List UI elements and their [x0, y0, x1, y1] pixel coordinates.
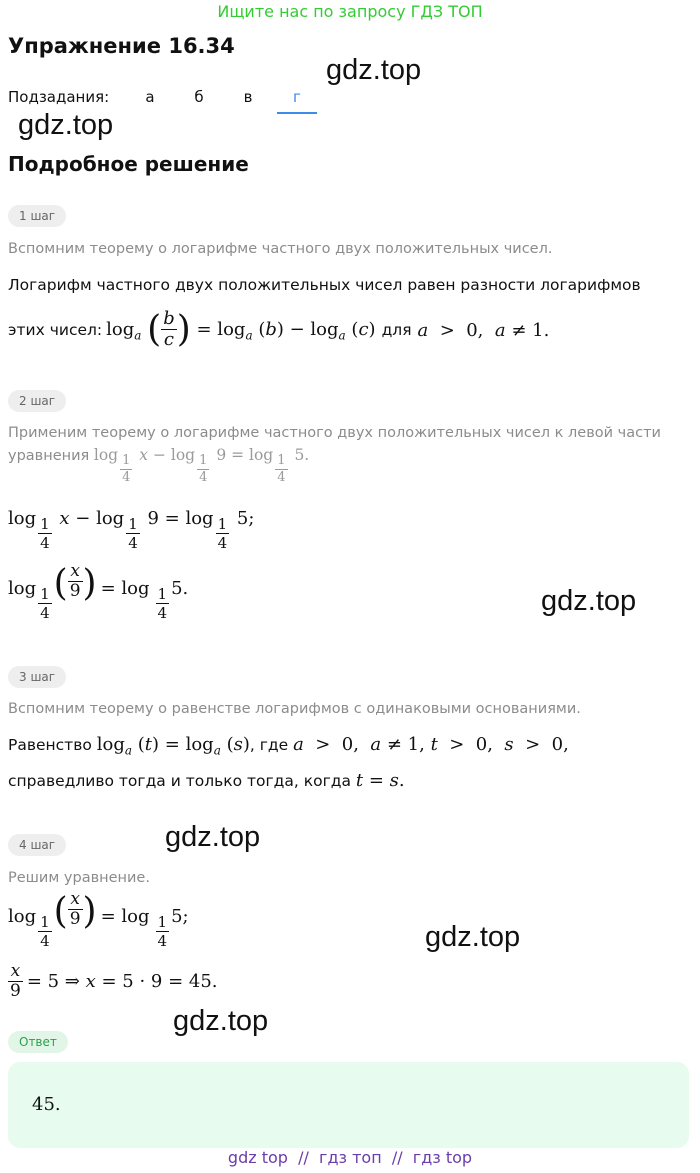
- step-formula: [8, 304, 549, 356]
- watermark: gdz.top: [425, 921, 521, 953]
- formula: t = s.: [355, 770, 405, 791]
- step-badge: 2 шаг: [8, 390, 66, 412]
- formula: log $\frac{1}{4}$ ( $\frac{x}{9}$ ) = log $\frac{1}{4}$ 5.: [8, 561, 189, 623]
- search-banner[interactable]: Ищите нас по запросу ГДЗ ТОП: [217, 2, 483, 21]
- formula: log $\frac{1}{4}$ x − log $\frac{1}{4}$ 9 = log $\frac{1}{4}$ 5.: [93, 446, 310, 485]
- step-formula: [8, 734, 569, 758]
- formula: log $\frac{1}{4}$ x − log $\frac{1}{4}$ 9 = log $\frac{1}{4}$ 5;: [8, 508, 255, 553]
- step-badge: 4 шаг: [8, 834, 66, 856]
- formula-condition: a > 0, a ≠ 1.: [417, 319, 550, 341]
- answer-value: 45.: [32, 1094, 61, 1115]
- tab-v[interactable]: в: [243, 88, 253, 106]
- subtasks-label: Подзадания:: [8, 88, 110, 106]
- watermark: gdz.top: [18, 109, 114, 141]
- active-tab-indicator: [277, 112, 317, 114]
- tab-g[interactable]: г: [293, 88, 301, 106]
- watermark: gdz.top: [173, 1005, 269, 1037]
- step-text: Логарифм частного двух положительных чисел равен разности логарифмов: [8, 276, 641, 294]
- footer-links[interactable]: gdz top // гдз топ // гдз top: [227, 1148, 473, 1167]
- step-hint-formula: [8, 446, 310, 485]
- formula: $\log_a (t) = \log_a (s)$: [96, 734, 250, 758]
- step-badge: 3 шаг: [8, 666, 66, 688]
- page-title: Упражнение 16.34: [8, 34, 235, 58]
- tab-b[interactable]: б: [194, 88, 204, 106]
- formula: log $\frac{1}{4}$ ( $\frac{x}{9}$ ) = log $\frac{1}{4}$ 5;: [8, 889, 189, 951]
- watermark: gdz.top: [165, 821, 261, 853]
- tab-a[interactable]: а: [145, 88, 155, 106]
- answer-badge: Ответ: [8, 1031, 68, 1053]
- step-text: справедливо тогда и только тогда, когда: [8, 772, 351, 790]
- step-text-prefix: Равенство: [8, 736, 92, 754]
- formula: $\frac{x}{9}$ = 5 ⇒ x = 5 · 9 = 45.: [10, 961, 218, 1001]
- step-badge: 1 шаг: [8, 205, 66, 227]
- watermark: gdz.top: [541, 585, 637, 617]
- section-title: Подробное решение: [8, 152, 249, 176]
- step-text-prefix: этих чисел:: [8, 321, 103, 339]
- step-hint: Вспомним теорему о логарифме частного двух положительных чисел.: [8, 241, 553, 257]
- step-hint: Решим уравнение.: [8, 870, 150, 886]
- formula-condition: a > 0, a ≠ 1, t > 0, s > 0,: [293, 734, 569, 755]
- step-formula: [8, 770, 405, 791]
- step-hint-prefix: уравнения: [8, 448, 90, 464]
- formula: $\log_a$ ( $\frac{b}{c}$ ) = $\log_a (b) - \log_a (c)$: [106, 308, 376, 351]
- answer-box: [8, 1062, 689, 1148]
- step-hint: Применим теорему о логарифме частного двух положительных чисел к левой части: [8, 425, 661, 441]
- step-text-mid: , где: [249, 736, 289, 754]
- step-text-mid: для: [381, 321, 412, 339]
- step-hint: Вспомним теорему о равенстве логарифмов с одинаковыми основаниями.: [8, 701, 581, 717]
- watermark: gdz.top: [326, 54, 422, 86]
